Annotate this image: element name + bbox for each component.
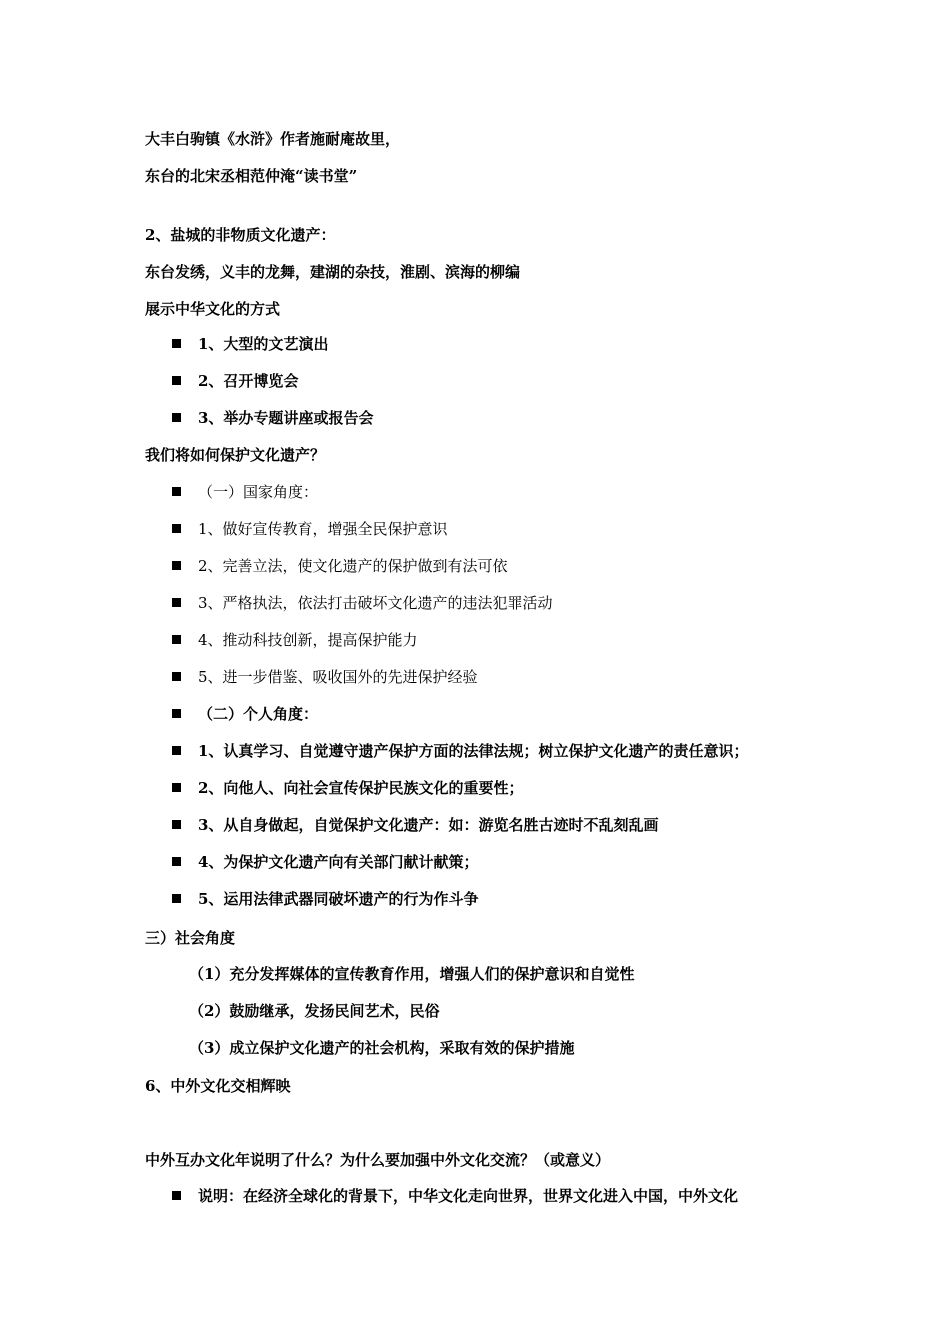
text-line: 东台的北宋丞相范仲淹“读书堂” xyxy=(145,167,358,185)
square-bullet-icon xyxy=(172,709,181,718)
list-item-text: （一）国家角度： xyxy=(198,483,319,501)
list-item-text: 3、严格执法，依法打击破坏文化遗产的违法犯罪活动 xyxy=(198,594,553,612)
list-item-text: （二）个人角度： xyxy=(198,705,319,723)
list-item xyxy=(172,482,318,502)
list-item-text: 1、做好宣传教育，增强全民保护意识 xyxy=(198,520,448,538)
square-bullet-icon xyxy=(172,894,181,903)
square-bullet-icon xyxy=(172,1191,181,1200)
list-item xyxy=(172,371,298,391)
list-item xyxy=(172,593,553,613)
list-item-text: 5、运用法律武器同破坏遗产的行为作斗争 xyxy=(198,890,479,908)
list-item xyxy=(172,667,478,687)
section-heading: 我们将如何保护文化遗产？ xyxy=(145,446,326,464)
list-item xyxy=(172,741,748,761)
list-item xyxy=(172,519,448,539)
list-item xyxy=(172,556,508,576)
list-item xyxy=(172,1186,738,1206)
square-bullet-icon xyxy=(172,487,181,496)
square-bullet-icon xyxy=(172,339,181,348)
square-bullet-icon xyxy=(172,783,181,792)
section-heading: 6、中外文化交相辉映 xyxy=(145,1077,291,1095)
square-bullet-icon xyxy=(172,524,181,533)
list-item xyxy=(172,889,478,909)
numbered-item: （1）充分发挥媒体的宣传教育作用，增强人们的保护意识和自觉性 xyxy=(189,965,635,983)
square-bullet-icon xyxy=(172,561,181,570)
list-item-text: 2、完善立法，使文化遗产的保护做到有法可依 xyxy=(198,557,508,575)
list-item-text: 4、推动科技创新，提高保护能力 xyxy=(198,631,418,649)
list-item-text: 5、进一步借鉴、吸收国外的先进保护经验 xyxy=(198,668,478,686)
list-item xyxy=(172,630,418,650)
square-bullet-icon xyxy=(172,746,181,755)
square-bullet-icon xyxy=(172,413,181,422)
list-item-text: 说明：在经济全球化的背景下，中华文化走向世界，世界文化进入中国，中外文化 xyxy=(198,1187,739,1205)
square-bullet-icon xyxy=(172,820,181,829)
list-item xyxy=(172,815,658,835)
numbered-item: （3）成立保护文化遗产的社会机构，采取有效的保护措施 xyxy=(189,1039,575,1057)
section-heading: 展示中华文化的方式 xyxy=(145,300,281,318)
list-item xyxy=(172,408,373,428)
square-bullet-icon xyxy=(172,672,181,681)
list-item xyxy=(172,778,523,798)
numbered-item: （2）鼓励继承，发扬民间艺术，民俗 xyxy=(189,1002,440,1020)
square-bullet-icon xyxy=(172,857,181,866)
list-item-text: 2、召开博览会 xyxy=(198,372,299,390)
text-line: 东台发绣，义丰的龙舞，建湖的杂技，淮剧、滨海的柳编 xyxy=(145,263,521,281)
list-item xyxy=(172,852,478,872)
square-bullet-icon xyxy=(172,598,181,607)
list-item-text: 1、大型的文艺演出 xyxy=(198,335,329,353)
list-item-text: 4、为保护文化遗产向有关部门献计献策； xyxy=(198,853,479,871)
text-line: 中外互办文化年说明了什么？为什么要加强中外文化交流？（或意义） xyxy=(145,1151,611,1169)
list-item-text: 3、举办专题讲座或报告会 xyxy=(198,409,374,427)
text-line: 大丰白驹镇《水浒》作者施耐庵故里， xyxy=(145,130,401,148)
section-heading: 三）社会角度 xyxy=(145,929,236,947)
list-item xyxy=(172,334,328,354)
square-bullet-icon xyxy=(172,376,181,385)
list-item-text: 3、从自身做起，自觉保护文化遗产：如：游览名胜古迹时不乱刻乱画 xyxy=(198,816,659,834)
list-item xyxy=(172,704,318,724)
list-item-text: 2、向他人、向社会宣传保护民族文化的重要性； xyxy=(198,779,524,797)
square-bullet-icon xyxy=(172,635,181,644)
list-item-text: 1、认真学习、自觉遵守遗产保护方面的法律法规；树立保护文化遗产的责任意识； xyxy=(198,742,749,760)
section-heading: 2、盐城的非物质文化遗产： xyxy=(145,226,336,244)
